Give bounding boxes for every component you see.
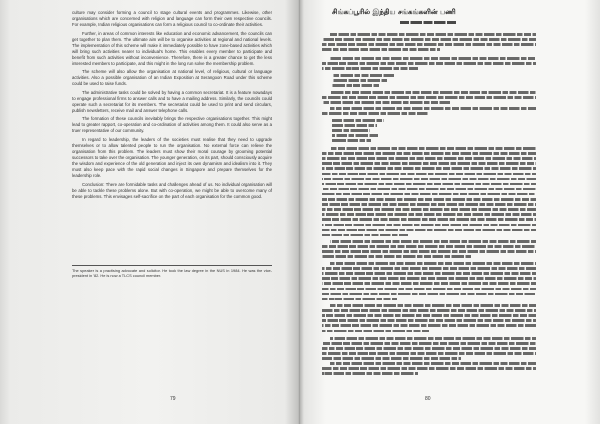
tamil-text-line: [322, 298, 397, 301]
tamil-text-line: [322, 367, 536, 370]
tamil-text-line: [322, 288, 536, 291]
tamil-text-line: [330, 91, 536, 94]
body-paragraph: The scheme will also allow the organisation at national level, of religious, cultural or language activities. Also a possible organisation of an Indian Exposition at Serangoon Road under this scheme could be used to raise funds.: [72, 69, 272, 87]
tamil-text-line: [322, 173, 536, 176]
book-spine: [298, 0, 301, 424]
tamil-text-line: [322, 193, 536, 196]
tamil-text-line: [322, 330, 429, 333]
tamil-text-line: [322, 198, 536, 201]
tamil-text-line: [330, 33, 536, 36]
left-page-body: [72, 10, 272, 202]
tamil-body-text: [322, 0, 536, 424]
tamil-text-line: [332, 79, 387, 82]
footnote: The speaker is a practising advocate and solicitor. He took the law degree in the NUS in 1984. He was the vice-president in '82. He is now a TLCS council member.: [72, 268, 272, 279]
body-paragraph: culture may consider forming a council to stage cultural events and programmes. Likewise, other organisations which are concerned with religion and language can form their own respective councils. For example, Indian religious organisations can form a religious council to co-ordinate their activities.: [72, 10, 272, 27]
tamil-text-line: [322, 152, 536, 155]
tamil-text-line: [322, 203, 536, 206]
tamil-text-line: [322, 245, 536, 248]
tamil-text-line: [322, 272, 536, 275]
tamil-text-line: [330, 362, 536, 365]
tamil-text-line: [330, 147, 536, 150]
tamil-text-line: [322, 293, 536, 296]
tamil-text-line: [322, 43, 536, 46]
tamil-text-line: [322, 224, 536, 227]
tamil-text-line: [332, 134, 378, 137]
tamil-text-line: [322, 347, 536, 350]
tamil-text-line: [322, 208, 536, 211]
tamil-text-line: [322, 213, 536, 216]
tamil-text-line: [322, 218, 536, 221]
tamil-text-line: [322, 267, 536, 270]
tamil-text-line: [322, 167, 536, 170]
tamil-text-line: [322, 101, 450, 104]
tamil-text-line: [322, 372, 418, 375]
body-paragraph: In regard to leadership, the leaders of the societies must realise that they need to upgrade themselves or to allow talented people to run the organisation. No external force can relieve the organisation from this problem. The leaders must show their moral courage by grooming potential successors to take over the organisation. The younger generation, on its part, should consciously acquire the wisdom and experience of the old generation and inject its own dynamism and idealism into it. They must also keep pace with the rapid social changes in Singapore and prepare themselves for the leadership role.: [72, 136, 272, 178]
tamil-text-line: [322, 96, 536, 99]
tamil-text-line: [322, 324, 536, 327]
tamil-text-line: [332, 124, 377, 127]
footnote-rule: [72, 265, 272, 266]
tamil-text-line: [330, 240, 536, 243]
tamil-text-line: [322, 162, 536, 165]
tamil-text-line: [322, 62, 536, 65]
tamil-text-line: [332, 119, 384, 122]
tamil-text-line: [322, 234, 408, 237]
tamil-text-line: [322, 157, 536, 160]
tamil-text-line: [330, 107, 536, 110]
body-paragraph: The administrative tasks could be solved by having a common secretariat. It is a feature nowadays to engage professional firms to answer calls and to have a mailing address. Similarly, the councils could operate such a secretariat for its members. The secretariat could be used to print and send circulars, publish newsletters, receive mail and answer telephone calls.: [72, 89, 272, 113]
tamil-text-line: [332, 84, 380, 87]
tamil-text-line: [330, 57, 536, 60]
tamil-text-line: [322, 255, 472, 258]
tamil-text-line: [330, 304, 536, 307]
tamil-text-line: [322, 319, 536, 322]
article-title: சிங்கப்பூரில் இந்திய சங்கங்களின் பணி: [332, 8, 456, 16]
tamil-text-line: [322, 67, 418, 70]
tamil-text-line: [322, 188, 536, 191]
right-page: [300, 0, 600, 424]
page-number: 80: [425, 396, 431, 402]
tamil-text-line: [322, 314, 536, 317]
tamil-text-line: [322, 342, 536, 345]
body-paragraph: Further, in areas of common interests like education and economic advancement, the councils can get together to plan them. The ultimate aim will be to organise activities at regional and national levels. The implementation of this scheme will make it immediately possible to have zone-based activities which will bring such activities nearer to individual's home. This enables every member to participate and benefit from such activities without inconvenience. Therefore, there is a greater chance to get the less interested members to participate, and this might in the long run solve the membership problem.: [72, 30, 272, 66]
tamil-text-line: [332, 129, 370, 132]
tamil-text-line: [322, 357, 461, 360]
tamil-text-line: [322, 250, 536, 253]
tamil-text-line: [330, 262, 536, 265]
tamil-text-line: [322, 309, 536, 312]
tamil-text-line: [322, 38, 536, 41]
tamil-text-line: [332, 74, 394, 77]
page-number: 79: [170, 396, 176, 402]
tamil-text-line: [322, 352, 536, 355]
tamil-text-line: [330, 337, 536, 340]
tamil-text-line: [322, 229, 536, 232]
tamil-text-line: [322, 183, 536, 186]
tamil-text-line: [322, 282, 536, 285]
tamil-text-line: [322, 178, 536, 181]
body-paragraph: Conclusion: There are formidable tasks and challenges ahead of us. No individual organisation will be able to tackle these problems alone. But with co-operation, we might be able to overcome many of these problems. This envisages self-sacrifice on the part of each organisation for the common good.: [72, 181, 272, 199]
body-paragraph: The formation of these councils inevitably brings the respective organisations together. This might lead to greater rapport, co-operation and co-ordination of activities among them. It could also serve as a truer representative of our community.: [72, 116, 272, 134]
tamil-text-line: [322, 112, 429, 115]
tamil-text-line: [322, 48, 440, 51]
tamil-text-line: [332, 139, 371, 142]
tamil-text-line: [322, 277, 536, 280]
